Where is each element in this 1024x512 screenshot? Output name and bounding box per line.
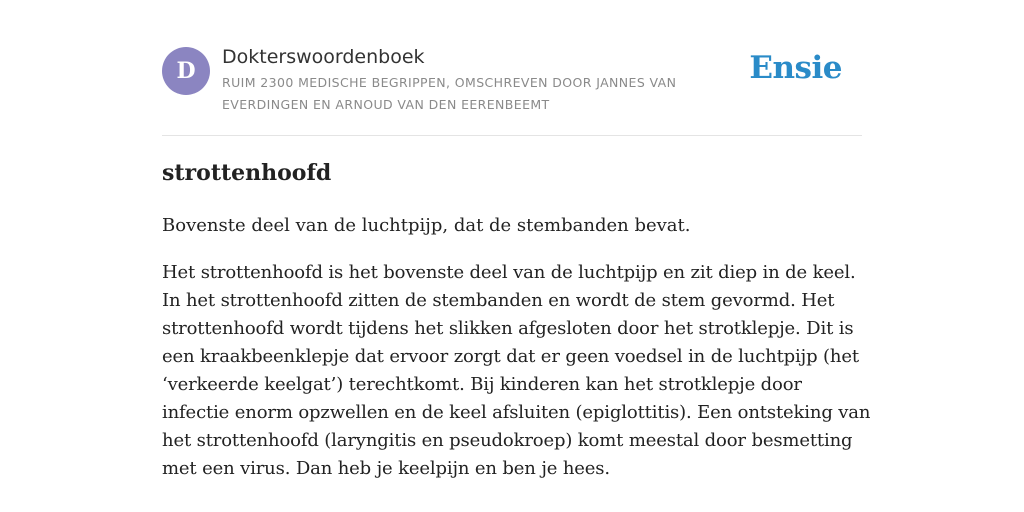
dictionary-subtitle: RUIM 2300 MEDISCHE BEGRIPPEN, OMSCHREVEN DOOR JANNES VAN EVERDINGEN EN ARNOUD VAN DEN EERENBEEMT (222, 75, 677, 112)
dictionary-avatar[interactable]: D (162, 47, 210, 95)
entry-term: strottenhoofd (162, 160, 332, 186)
entry-definition: Bovenste deel van de luchtpijp, dat de stembanden bevat. (162, 215, 691, 236)
ensie-logo-link[interactable]: Ensie (749, 50, 842, 86)
dictionary-name[interactable]: Dokterswoordenboek (222, 46, 425, 68)
entry-explanation: Het strottenhoofd is het bovenste deel van de luchtpijp en zit diep in de keel. In het strottenhoofd zitten de stembanden en wordt de stem gevormd. Het strottenhoofd wordt tijdens het slikken afgesloten door het strotklepje. Dit is een kraakbeenklepje dat ervoor zorgt dat er geen voedsel in de luchtpijp (het ‘verkeerde keelgat’) terechtkomt. Bij kinderen kan het strotklepje door infectie enorm opzwellen en de keel afsluiten (epiglottitis). Een ontsteking van het strottenhoofd (laryngitis en pseudokroep) komt meestal door besmetting met een virus. Dan heb je keelpijn en ben je hees. (162, 262, 871, 479)
header-divider (162, 135, 862, 136)
dictionary-header (162, 46, 862, 136)
